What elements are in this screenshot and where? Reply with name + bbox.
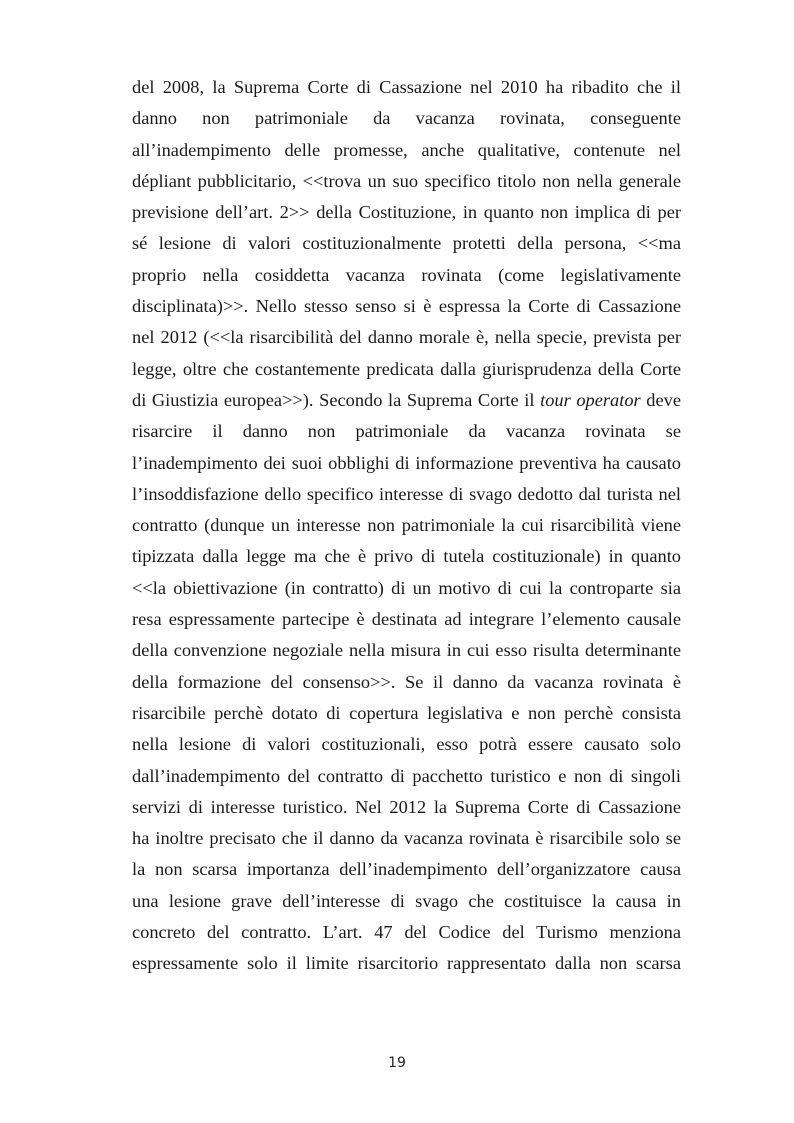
text-line: nel 2012 (<<la risarcibilità del danno morale è, nella specie, prevista per xyxy=(132,327,681,348)
text-line: previsione dell’art. 2>> della Costituzione, in quanto non implica di per xyxy=(132,202,681,223)
text-line: legge, oltre che costantemente predicata dalla giurisprudenza della Corte xyxy=(132,358,681,379)
text-line: dépliant pubblicitario, <<trova un suo specifico titolo non nella generale xyxy=(132,170,681,191)
text-line: l’inadempimento dei suoi obblighi di informazione preventiva ha causato xyxy=(132,452,681,473)
body-paragraph xyxy=(132,72,681,980)
text-line: <<la obiettivazione (in contratto) di un motivo di cui la controparte sia xyxy=(132,577,681,598)
text-line: proprio nella cosiddetta vacanza rovinata (come legislativamente xyxy=(132,264,681,285)
text-line: la non scarsa importanza dell’inadempimento dell’organizzatore causa xyxy=(132,859,681,880)
text-line: nella lesione di valori costituzionali, esso potrà essere causato solo xyxy=(132,734,681,755)
text-line: ha inoltre precisato che il danno da vacanza rovinata è risarcibile solo se xyxy=(132,828,681,849)
text-line: concreto del contratto. L’art. 47 del Codice del Turismo menziona xyxy=(132,922,681,943)
text-line: disciplinata)>>. Nello stesso senso si è espressa la Corte di Cassazione xyxy=(132,296,681,317)
text-line: risarcire il danno non patrimoniale da vacanza rovinata se xyxy=(132,421,681,442)
text-line: della convenzione negoziale nella misura in cui esso risulta determinante xyxy=(132,640,681,661)
text-line: del 2008, la Suprema Corte di Cassazione nel 2010 ha ribadito che il xyxy=(132,77,681,97)
text-line: tipizzata dalla legge ma che è privo di tutela costituzionale) in quanto xyxy=(132,546,681,567)
text-line: contratto (dunque un interesse non patrimoniale la cui risarcibilità viene xyxy=(132,515,681,536)
text-line: una lesione grave dell’interesse di svago che costituisce la causa in xyxy=(132,890,681,911)
text-line: servizi di interesse turistico. Nel 2012 la Suprema Corte di Cassazione xyxy=(132,796,681,817)
text-line: espressamente solo il limite risarcitorio rappresentato dalla non scarsa xyxy=(132,953,681,974)
text-line: sé lesione di valori costituzionalmente protetti della persona, <<ma xyxy=(132,233,681,254)
text-line: resa espressamente partecipe è destinata ad integrare l’elemento causale xyxy=(132,609,681,630)
page-number: 19 xyxy=(388,1055,406,1071)
text-line: di Giustizia europea>>). Secondo la Suprema Corte il tour operator deve xyxy=(132,389,681,410)
italic-term: tour operator xyxy=(540,389,641,410)
text-line: all’inadempimento delle promesse, anche qualitative, contenute nel xyxy=(132,139,681,160)
text-line: della formazione del consenso>>. Se il danno da vacanza rovinata è xyxy=(132,671,681,692)
text-line: risarcibile perchè dotato di copertura legislativa e non perchè consista xyxy=(132,702,681,723)
text-line: dall’inadempimento del contratto di pacchetto turistico e non di singoli xyxy=(132,765,681,786)
text-line: danno non patrimoniale da vacanza rovinata, conseguente xyxy=(132,108,681,129)
text-line: l’insoddisfazione dello specifico interesse di svago dedotto dal turista nel xyxy=(132,483,681,504)
